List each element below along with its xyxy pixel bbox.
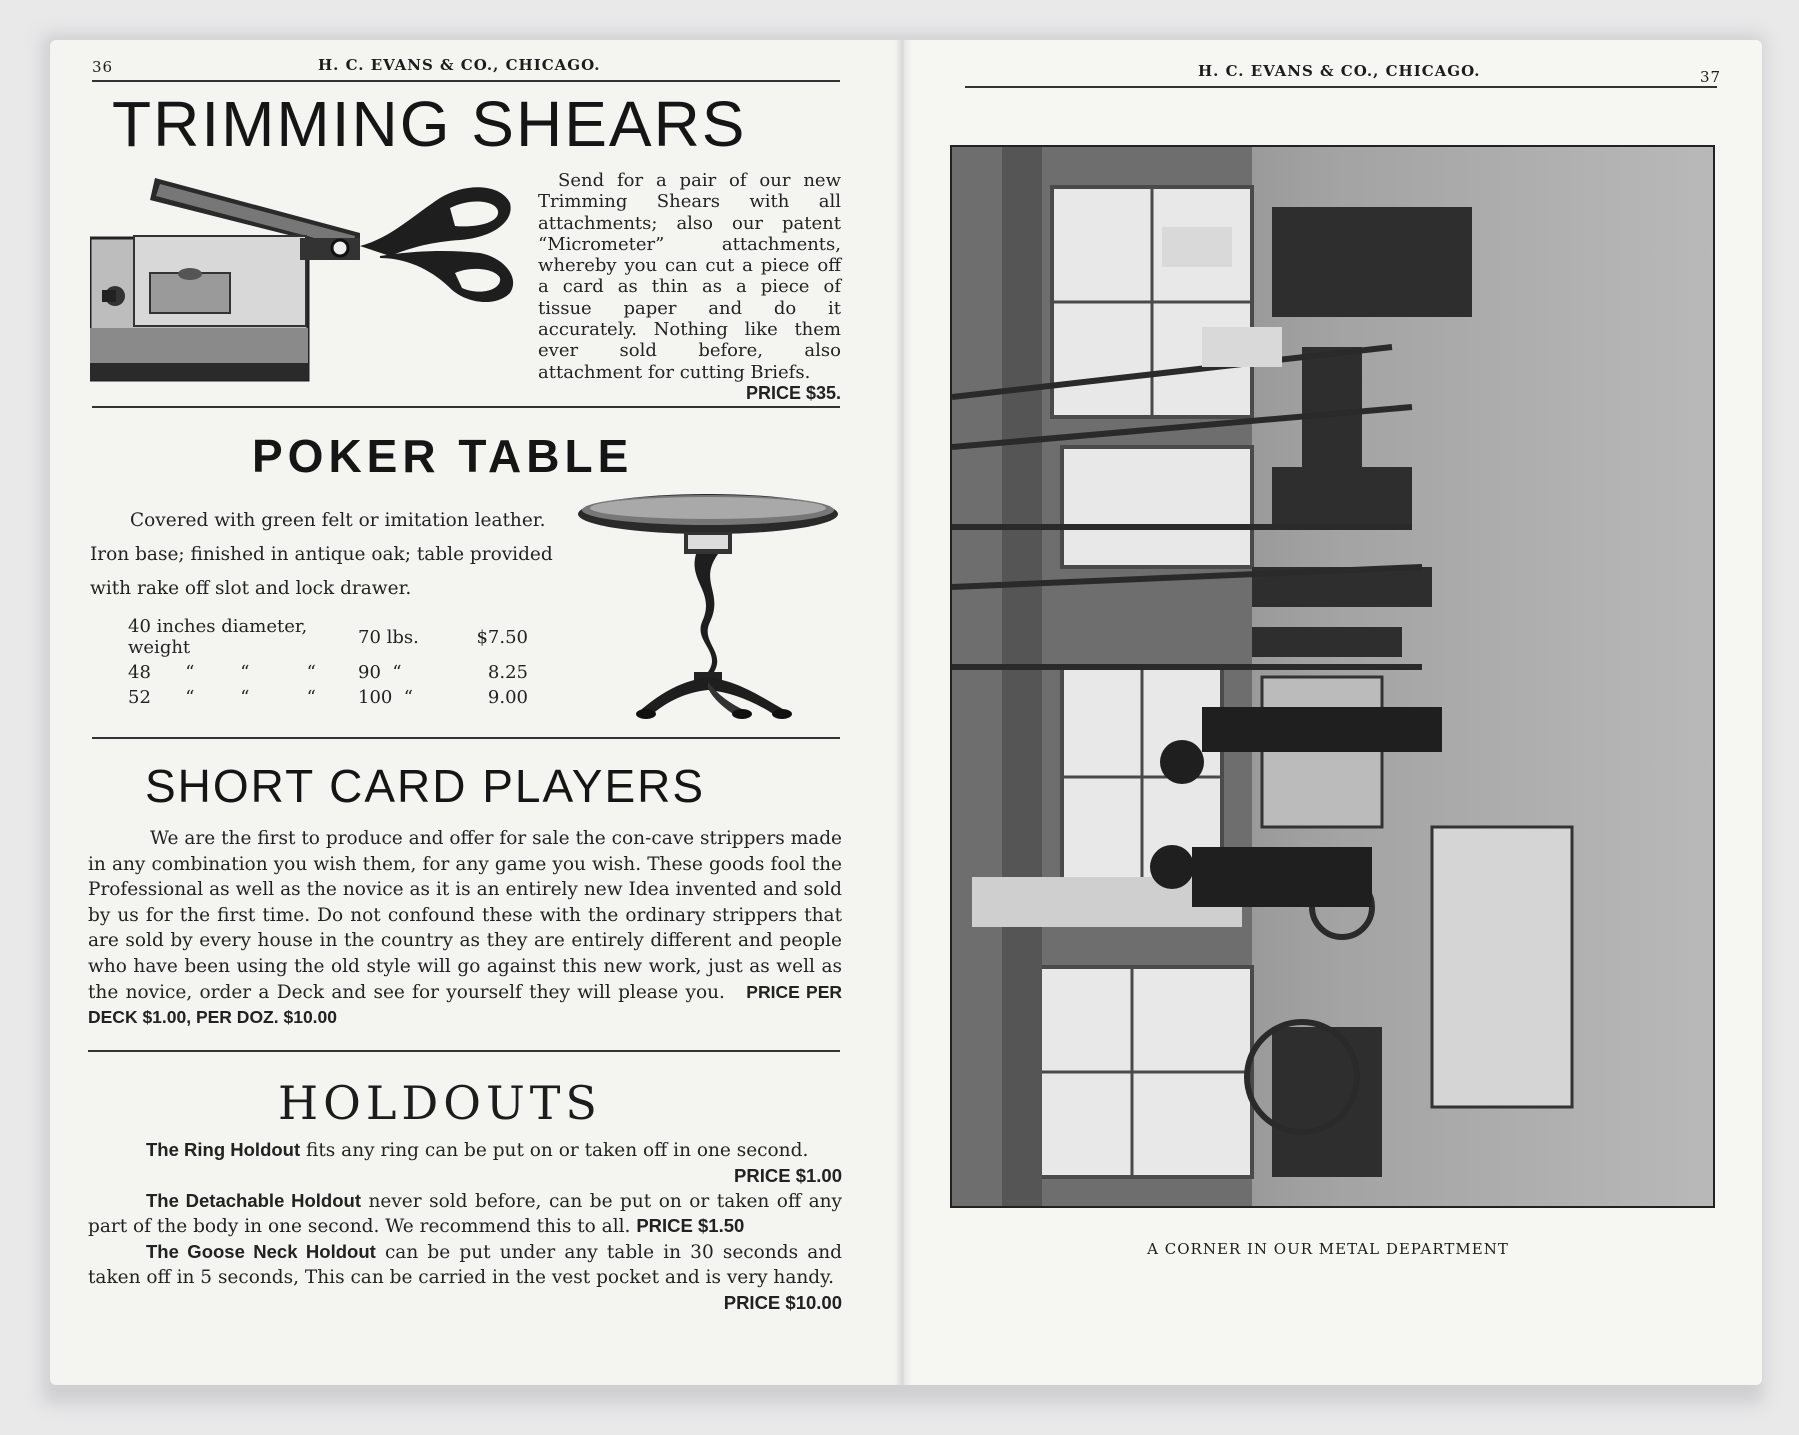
section-divider-2: [92, 737, 840, 739]
holdout-price: PRICE $10.00: [723, 1291, 842, 1313]
holdout-item-ring: [88, 1138, 842, 1189]
trimming-shears-description: [538, 170, 841, 404]
table-row: [128, 685, 528, 710]
right-running-head: H. C. EVANS & CO., CHICAGO.: [1198, 62, 1481, 80]
holdout-name: The Ring Holdout: [146, 1139, 301, 1160]
left-head-rule: [92, 80, 840, 82]
holdout-price: PRICE $1.00: [734, 1164, 842, 1186]
holdout-name: The Goose Neck Holdout: [146, 1241, 376, 1263]
poker-table-price-list: [128, 614, 528, 710]
short-card-players-body: We are the first to produce and offer for sale the con-cave strippers made in any combination you wish them, for any game you wish. These goods fool the Professional as well as the novice as it is an entirely new Idea invented and sold by us for the first time. Do not confound these with the ordinary strippers that are sold by every house in the country as they are entirely different and people who have been using the old style will go against this new work, just as well as the novice, order a Deck and see for yourself they will please you.: [88, 828, 842, 1003]
holdout-price: PRICE $1.50: [636, 1215, 745, 1237]
poker-table-title: POKER TABLE: [252, 430, 634, 482]
shears-illustration: [90, 178, 520, 383]
photo-caption: A CORNER IN OUR METAL DEPARTMENT: [1147, 1240, 1509, 1258]
holdout-item-goose-neck: [88, 1240, 843, 1313]
holdouts-list: [88, 1138, 842, 1316]
size-cell: 52 “ “ “: [128, 687, 316, 708]
holdouts-title: HOLDOUTS: [278, 1076, 602, 1130]
section-divider-3: [88, 1050, 840, 1052]
weight-cell: 100 “: [358, 687, 414, 708]
price-cell: 9.00: [487, 687, 528, 708]
left-running-head: H. C. EVANS & CO., CHICAGO.: [318, 56, 601, 74]
book-gutter: [895, 40, 913, 1385]
holdout-item-detachable: [88, 1189, 842, 1241]
short-card-players-title: SHORT CARD PLAYERS: [145, 760, 706, 812]
right-page-number: 37: [1700, 68, 1722, 86]
weight-cell: 90 “: [358, 662, 402, 683]
size-cell: 48 “ “ “: [128, 662, 316, 683]
short-card-players-description: [88, 826, 842, 1031]
holdout-text: can be put under any table in 30 seconds and taken off in 5 seconds, This can be carried in the vest pocket and is very handy.: [88, 1242, 843, 1288]
right-head-rule: [965, 86, 1717, 88]
poker-table-illustration: [576, 492, 840, 722]
trimming-shears-price: PRICE $35.: [745, 382, 841, 403]
size-cell: 40 inches diameter, weight: [128, 616, 308, 658]
short-card-players-price: PRICE PER DECK $1.00, PER DOZ. $10.00: [88, 981, 843, 1028]
holdout-text: never sold before, can be put on or taken off any part of the body in one second. We recommend this to all.: [88, 1190, 842, 1238]
weight-cell: 70 lbs.: [358, 626, 419, 648]
trimming-shears-body: Send for a pair of our new Trimming Shears with all attachments; also our patent “Micrometer” attachments, whereby you can cut a piece off a card as thin as a piece of tissue paper and do it accurately. Nothing like them ever sold before, also attachment for cutting Briefs.: [538, 170, 841, 383]
section-divider-1: [92, 406, 840, 408]
holdout-text: fits any ring can be put on or taken off in one second.: [300, 1140, 809, 1161]
photo-scene: [952, 147, 1715, 1208]
trimming-shears-title: TRIMMING SHEARS: [112, 88, 747, 160]
left-page-number: 36: [92, 58, 114, 76]
poker-table-description: Covered with green felt or imitation leather. Iron base; finished in antique oak; table provided with rake off slot and lock drawer.: [90, 510, 553, 599]
table-row: [128, 660, 528, 685]
holdout-name: The Detachable Holdout: [146, 1189, 361, 1211]
table-row: [128, 614, 528, 660]
metal-department-photo: [950, 145, 1715, 1208]
price-cell: $7.50: [476, 626, 528, 648]
price-cell: 8.25: [487, 662, 528, 683]
